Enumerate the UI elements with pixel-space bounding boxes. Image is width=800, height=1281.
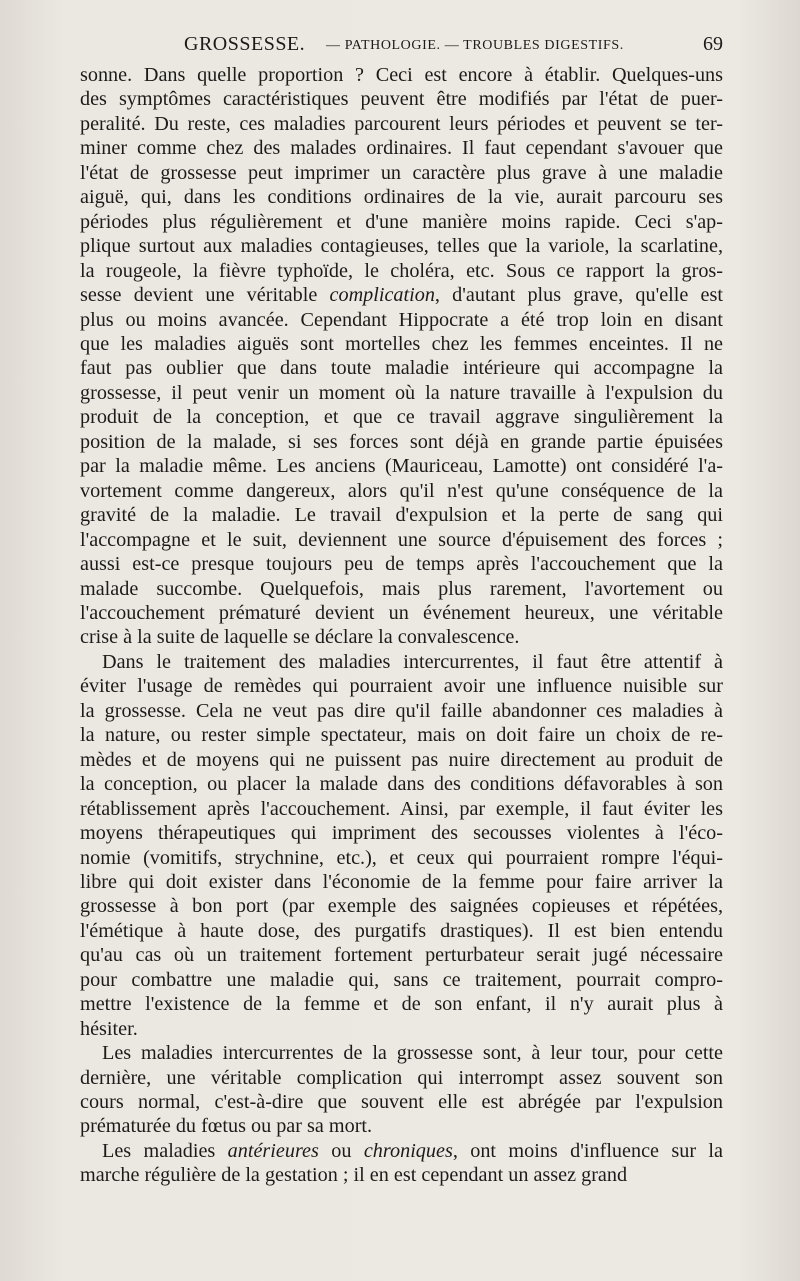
text-line: marche régulière de la gestation ; il en est cependant un assez grand (80, 1164, 628, 1187)
paragraph (80, 650, 723, 1041)
text-line: prématurée du fœtus ou par sa mort. (80, 1115, 373, 1138)
text-line: que les maladies aiguës sont mortelles chez les femmes enceintes. Il ne (80, 332, 723, 355)
text-line: aussi est-ce presque toujours peu de temps après l'accouchement que la (80, 553, 723, 576)
text-line: qu'au cas où un traitement fortement perturbateur serait jugé nécessaire (80, 944, 723, 967)
text-line: des symptômes caractéristiques peuvent être modifiés par l'état de puer- (80, 88, 723, 111)
text-line: produit de la conception, et que ce travail aggrave singulièrement la (80, 406, 723, 429)
text-line: crise à la suite de laquelle se déclare la convalescence. (80, 626, 520, 649)
text-line: la nature, ou rester simple spectateur, mais on doit faire un choix de re- (80, 724, 723, 747)
paragraph (80, 63, 723, 650)
text-line: cours normal, c'est-à-dire que souvent elle est abrégée par l'expulsion (80, 1091, 723, 1114)
text-line: hésiter. (80, 1017, 138, 1040)
text-line: éviter l'usage de remèdes qui pourraient avoir une influence nuisible sur (80, 675, 723, 698)
text-line: gravité de la maladie. Le travail d'expulsion et la perte de sang qui (80, 504, 723, 527)
text-line: miner comme chez des malades ordinaires. Il faut cependant s'avouer que (80, 137, 723, 160)
text-line: plique surtout aux maladies contagieuses, telles que la variole, la scarlatine, (80, 235, 723, 258)
text-line: vortement comme dangereux, alors qu'il n'est qu'une conséquence de la (80, 479, 723, 502)
text-line: plus ou moins avancée. Cependant Hippocrate a été trop loin en disant (80, 308, 723, 331)
text-line: rétablissement après l'accouchement. Ainsi, par exemple, il faut éviter les (80, 797, 723, 820)
text-line: l'état de grossesse peut imprimer un caractère plus grave à une maladie (80, 161, 723, 184)
text-line: par la maladie même. Les anciens (Mauriceau, Lamotte) ont considéré l'a- (80, 455, 723, 478)
text-line: mèdes et de moyens qui ne puissent pas nuire directement au produit de (80, 748, 723, 771)
text-line: libre qui doit exister dans l'économie de la femme pour faire arriver la (80, 870, 723, 893)
text-line: dernière, une véritable complication qui interrompt assez souvent son (80, 1066, 723, 1089)
text-line: l'accompagne et le suit, deviennent une source d'épuisement des forces ; (80, 528, 723, 551)
text-line: position de la malade, si ses forces sont déjà en grande partie épuisées (80, 430, 723, 453)
page-number: 69 (703, 33, 723, 55)
text-line: grossesse à bon port (par exemple des saignées copieuses et répétées, (80, 895, 723, 918)
text-line: la conception, ou placer la malade dans des conditions défavorables à son (80, 773, 723, 796)
text-line: la rougeole, la fièvre typhoïde, le choléra, etc. Sous ce rapport la gros- (80, 259, 723, 282)
body-text (80, 63, 723, 1188)
running-header (80, 33, 723, 57)
header-title: GROSSESSE. (184, 33, 306, 55)
text-line: la grossesse. Cela ne veut pas dire qu'il faille abandonner ces maladies à (80, 699, 723, 722)
text-line: pour combattre une maladie qui, sans ce traitement, pourrait compro- (80, 968, 723, 991)
header-subtitle: — PATHOLOGIE. — TROUBLES DIGESTIFS. (326, 38, 624, 53)
text-line: malade succombe. Quelquefois, mais plus rarement, l'avortement ou (80, 577, 723, 600)
text-line: mettre l'existence de la femme et de son enfant, il n'y aurait plus à (80, 993, 723, 1016)
text-line: peralité. Du reste, ces maladies parcourent leurs périodes et peuvent se ter- (80, 112, 723, 135)
text-line: Dans le traitement des maladies intercurrentes, il faut être attentif à (102, 650, 723, 673)
text-line: sesse devient une véritable complication, d'autant plus grave, qu'elle est (80, 284, 723, 307)
text-line: l'émétique à haute dose, des purgatifs drastiques). Il est bien entendu (80, 919, 723, 942)
text-line: l'accouchement prématuré devient un événement heureux, une véritable (80, 601, 723, 624)
paragraph (80, 1139, 723, 1188)
text-line: aiguë, qui, dans les conditions ordinaires de la vie, aurait parcouru ses (80, 186, 723, 209)
text-line: moyens thérapeutiques qui impriment des secousses violentes à l'éco- (80, 822, 723, 845)
text-line: Les maladies intercurrentes de la grossesse sont, à leur tour, pour cette (102, 1042, 723, 1065)
paragraph (80, 1041, 723, 1139)
text-line: Les maladies antérieures ou chroniques, ont moins d'influence sur la (102, 1139, 724, 1162)
text-line: périodes plus régulièrement et d'une manière moins rapide. Ceci s'ap- (80, 210, 723, 233)
text-line: nomie (vomitifs, strychnine, etc.), et ceux qui pourraient rompre l'équi- (80, 846, 723, 869)
text-line: grossesse, il peut venir un moment où la nature travaille à l'expulsion du (80, 381, 723, 404)
text-line: faut pas oublier que dans toute maladie intérieure qui accompagne la (80, 357, 723, 380)
text-line: sonne. Dans quelle proportion ? Ceci est encore à établir. Quelques-uns (80, 64, 723, 86)
